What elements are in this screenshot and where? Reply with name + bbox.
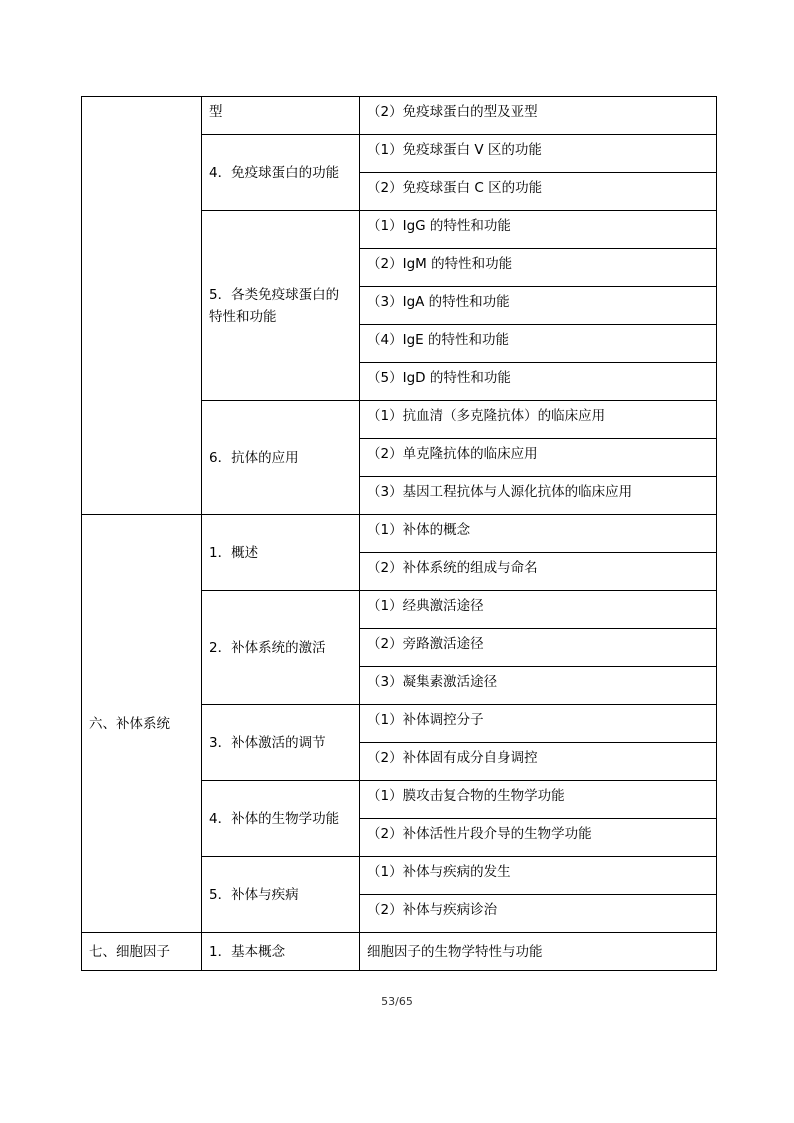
point-cell: （3）IgA 的特性和功能	[360, 287, 717, 325]
unit-cell: 六、补体系统	[82, 515, 202, 933]
point-cell: （1）IgG 的特性和功能	[360, 211, 717, 249]
subunit-cell: 1．基本概念	[202, 933, 360, 971]
point-cell: （4）IgE 的特性和功能	[360, 325, 717, 363]
point-cell: （1）补体调控分子	[360, 705, 717, 743]
point-cell: （3）凝集素激活途径	[360, 667, 717, 705]
point-cell: （1）抗血清（多克隆抗体）的临床应用	[360, 401, 717, 439]
unit-cell-empty	[82, 97, 202, 515]
subunit-cell: 5．补体与疾病	[202, 857, 360, 933]
point-cell: （1）补体与疾病的发生	[360, 857, 717, 895]
table-row	[82, 933, 717, 971]
point-cell: （3）基因工程抗体与人源化抗体的临床应用	[360, 477, 717, 515]
point-cell: （2）旁路激活途径	[360, 629, 717, 667]
subunit-cell: 6．抗体的应用	[202, 401, 360, 515]
subunit-cell: 5．各类免疫球蛋白的特性和功能	[202, 211, 360, 401]
point-cell: （1）膜攻击复合物的生物学功能	[360, 781, 717, 819]
point-cell: （2）补体活性片段介导的生物学功能	[360, 819, 717, 857]
point-cell: （1）免疫球蛋白 V 区的功能	[360, 135, 717, 173]
table-row	[82, 515, 717, 553]
table-row	[82, 97, 717, 135]
point-cell: （2）免疫球蛋白 C 区的功能	[360, 173, 717, 211]
point-cell: （2）补体与疾病诊治	[360, 895, 717, 933]
subunit-cell: 4．免疫球蛋白的功能	[202, 135, 360, 211]
unit-cell: 七、细胞因子	[82, 933, 202, 971]
point-cell: （2）单克隆抗体的临床应用	[360, 439, 717, 477]
syllabus-table	[81, 96, 717, 971]
point-cell: （5）IgD 的特性和功能	[360, 363, 717, 401]
subunit-cell: 型	[202, 97, 360, 135]
subunit-cell: 1．概述	[202, 515, 360, 591]
point-cell: （1）补体的概念	[360, 515, 717, 553]
point-cell: （2）免疫球蛋白的型及亚型	[360, 97, 717, 135]
point-cell: （1）经典激活途径	[360, 591, 717, 629]
subunit-cell: 2．补体系统的激活	[202, 591, 360, 705]
point-cell: （2）补体系统的组成与命名	[360, 553, 717, 591]
point-cell: 细胞因子的生物学特性与功能	[360, 933, 717, 971]
point-cell: （2）补体固有成分自身调控	[360, 743, 717, 781]
point-cell: （2）IgM 的特性和功能	[360, 249, 717, 287]
subunit-cell: 3．补体激活的调节	[202, 705, 360, 781]
subunit-cell: 4．补体的生物学功能	[202, 781, 360, 857]
page-number: 53/65	[381, 995, 413, 1008]
